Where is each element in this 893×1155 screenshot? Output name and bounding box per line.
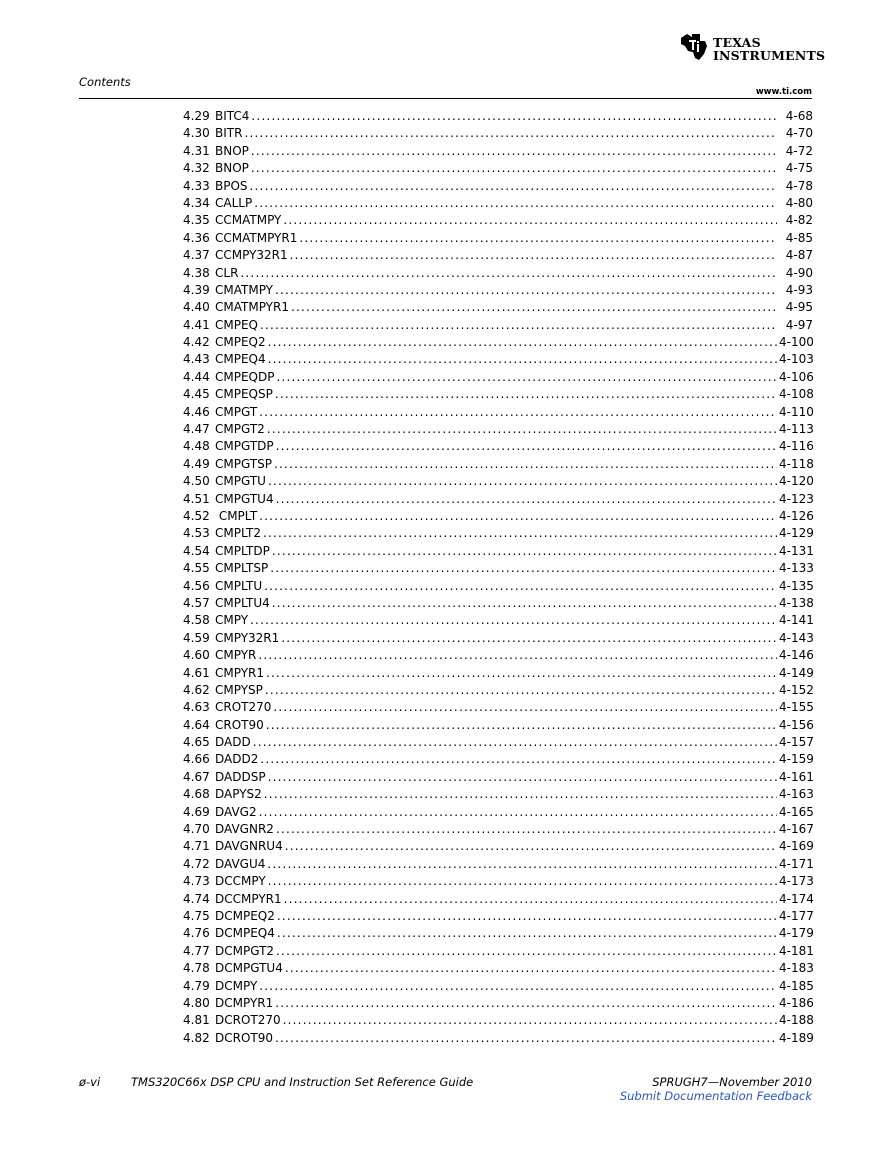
- toc-entry[interactable]: [183, 874, 813, 891]
- website-url[interactable]: www.ti.com: [755, 87, 812, 97]
- toc-entry-page: 4-161: [779, 769, 814, 784]
- toc-entry-page: 4-152: [779, 682, 814, 697]
- toc-entry-title: CMPEQ2: [215, 335, 266, 350]
- toc-entry-title: DADD: [215, 735, 251, 750]
- toc-leader-dots: [272, 544, 777, 558]
- toc-entry-title: DCCMPY: [215, 874, 266, 889]
- toc-entry[interactable]: [183, 787, 813, 804]
- toc-entry-number: 4.39: [183, 282, 210, 297]
- toc-entry-number: 4.57: [183, 595, 210, 610]
- toc-entry-number: 4.61: [183, 665, 210, 680]
- toc-leader-dots: [275, 283, 777, 297]
- toc-entry-title: DCMPEQ4: [215, 926, 275, 941]
- toc-entry-page: 4-93: [785, 282, 813, 297]
- toc-entry-title: CMPLT: [215, 508, 258, 523]
- toc-entry[interactable]: [183, 283, 813, 300]
- toc-entry-page: 4-95: [785, 300, 813, 315]
- toc-entry-title: CMPY: [215, 613, 249, 628]
- toc-entry-number: 4.49: [183, 456, 210, 471]
- toc-entry[interactable]: [183, 509, 813, 526]
- toc-entry[interactable]: [183, 683, 813, 700]
- toc-entry-title: BNOP: [215, 161, 249, 176]
- toc-entry-page: 4-143: [779, 630, 814, 645]
- toc-leader-dots: [290, 248, 777, 262]
- toc-entry[interactable]: [183, 213, 813, 230]
- ti-logo: [678, 32, 826, 68]
- toc-leader-dots: [251, 109, 777, 123]
- logo-line-2: INSTRUMENTS: [713, 48, 826, 63]
- toc-entry-title: CMPEQ4: [215, 352, 266, 367]
- toc-entry-page: 4-90: [785, 265, 813, 280]
- toc-leader-dots: [259, 805, 777, 819]
- toc-entry[interactable]: [183, 700, 813, 717]
- toc-entry-number: 4.62: [183, 682, 210, 697]
- toc-entry-title: DCMPGT2: [215, 943, 275, 958]
- toc-entry-title: CMPYR1: [215, 665, 265, 680]
- toc-entry-title: DCMPY: [215, 978, 258, 993]
- toc-leader-dots: [276, 492, 777, 506]
- toc-entry-page: 4-97: [785, 317, 813, 332]
- toc-entry-number: 4.34: [183, 195, 210, 210]
- toc-entry-title: DAVGNRU4: [215, 839, 283, 854]
- toc-entry-number: 4.53: [183, 526, 210, 541]
- toc-entry-number: 4.31: [183, 143, 210, 158]
- toc-entry-title: CMPLT2: [215, 526, 261, 541]
- toc-leader-dots: [259, 509, 777, 523]
- toc-leader-dots: [275, 387, 777, 401]
- toc-entry-number: 4.72: [183, 856, 210, 871]
- toc-entry-page: 4-165: [779, 804, 814, 819]
- toc-entry[interactable]: [183, 613, 813, 630]
- toc-entry-number: 4.37: [183, 248, 210, 263]
- toc-entry[interactable]: [183, 352, 813, 369]
- toc-entry[interactable]: [183, 892, 813, 909]
- toc-entry-number: 4.30: [183, 126, 210, 141]
- toc-entry[interactable]: [183, 822, 813, 839]
- footer-page-number: ø-vi: [79, 1075, 101, 1089]
- toc-entry[interactable]: [183, 179, 813, 196]
- toc-entry-title: CMPGTSP: [215, 456, 273, 471]
- toc-leader-dots: [268, 335, 777, 349]
- toc-leader-dots: [251, 161, 777, 175]
- toc-entry-title: DCMPYR1: [215, 995, 274, 1010]
- toc-entry-page: 4-80: [785, 195, 813, 210]
- toc-entry[interactable]: [183, 370, 813, 387]
- toc-entry-number: 4.75: [183, 908, 210, 923]
- toc-entry-number: 4.52: [183, 508, 210, 523]
- toc-entry-page: 4-106: [779, 369, 814, 384]
- toc-entry-number: 4.29: [183, 109, 210, 123]
- toc-entry-title: CMPEQDP: [215, 369, 275, 384]
- toc-entry-number: 4.69: [183, 804, 210, 819]
- toc-entry-page: 4-72: [785, 143, 813, 158]
- toc-entry[interactable]: [183, 405, 813, 422]
- toc-entry-number: 4.44: [183, 369, 210, 384]
- toc-entry-title: DCCMPYR1: [215, 891, 282, 906]
- toc-entry[interactable]: [183, 1013, 813, 1030]
- table-of-contents: [183, 109, 813, 1048]
- toc-entry-title: BITC4: [215, 109, 250, 123]
- toc-entry-number: 4.63: [183, 700, 210, 715]
- toc-leader-dots: [266, 666, 777, 680]
- toc-entry-page: 4-177: [779, 908, 814, 923]
- ti-emblem-icon: [678, 32, 710, 62]
- toc-entry-title: CMPGTU4: [215, 491, 274, 506]
- toc-leader-dots: [285, 961, 777, 975]
- toc-entry-page: 4-113: [779, 422, 814, 437]
- toc-entry[interactable]: [183, 979, 813, 996]
- toc-entry[interactable]: [183, 1031, 813, 1048]
- toc-entry-title: DAVG2: [215, 804, 257, 819]
- toc-entry-page: 4-171: [779, 856, 814, 871]
- toc-leader-dots: [268, 474, 777, 488]
- toc-entry-page: 4-75: [785, 161, 813, 176]
- toc-entry-title: CMPEQ: [215, 317, 258, 332]
- toc-entry-page: 4-188: [779, 1013, 814, 1028]
- toc-entry-title: CMPYSP: [215, 682, 263, 697]
- toc-entry[interactable]: [183, 666, 813, 683]
- toc-entry-number: 4.58: [183, 613, 210, 628]
- toc-entry-page: 4-174: [779, 891, 814, 906]
- toc-entry[interactable]: [183, 196, 813, 213]
- toc-entry-number: 4.60: [183, 648, 210, 663]
- toc-entry-page: 4-116: [779, 439, 814, 454]
- toc-entry[interactable]: [183, 909, 813, 926]
- toc-entry-number: 4.59: [183, 630, 210, 645]
- toc-leader-dots: [299, 231, 777, 245]
- toc-entry-number: 4.80: [183, 995, 210, 1010]
- toc-leader-dots: [283, 213, 777, 227]
- toc-leader-dots: [277, 909, 777, 923]
- toc-entry[interactable]: [183, 596, 813, 613]
- toc-entry-title: DADDSP: [215, 769, 266, 784]
- toc-entry-page: 4-108: [779, 387, 814, 402]
- toc-entry[interactable]: [183, 439, 813, 456]
- toc-entry-title: BITR: [215, 126, 243, 141]
- toc-leader-dots: [276, 370, 777, 384]
- toc-entry[interactable]: [183, 770, 813, 787]
- toc-entry-title: DCMPEQ2: [215, 908, 275, 923]
- toc-entry-title: CALLP: [215, 195, 253, 210]
- toc-entry-page: 4-159: [779, 752, 814, 767]
- toc-entry-page: 4-126: [779, 508, 814, 523]
- toc-leader-dots: [273, 700, 777, 714]
- toc-entry-page: 4-141: [779, 613, 814, 628]
- toc-entry-title: CMATMPY: [215, 282, 273, 297]
- toc-entry-page: 4-156: [779, 717, 814, 732]
- toc-entry-number: 4.56: [183, 578, 210, 593]
- toc-entry-number: 4.78: [183, 961, 210, 976]
- footer-doc-title: TMS320C66x DSP CPU and Instruction Set Reference Guide: [131, 1075, 474, 1089]
- toc-entry-number: 4.64: [183, 717, 210, 732]
- toc-leader-dots: [284, 892, 777, 906]
- toc-entry[interactable]: [183, 718, 813, 735]
- toc-entry[interactable]: [183, 735, 813, 752]
- toc-entry-title: DAVGU4: [215, 856, 266, 871]
- toc-entry-number: 4.47: [183, 422, 210, 437]
- toc-entry-page: 4-129: [779, 526, 814, 541]
- header-rule: [79, 98, 812, 99]
- toc-leader-dots: [244, 126, 777, 140]
- toc-leader-dots: [266, 718, 777, 732]
- toc-entry-page: 4-189: [779, 1030, 814, 1045]
- toc-entry[interactable]: [183, 561, 813, 578]
- toc-leader-dots: [291, 300, 777, 314]
- toc-entry-title: CCMATMPYR1: [215, 230, 298, 245]
- toc-entry[interactable]: [183, 996, 813, 1013]
- toc-entry[interactable]: [183, 579, 813, 596]
- toc-leader-dots: [274, 457, 777, 471]
- toc-leader-dots: [267, 857, 777, 871]
- toc-entry-page: 4-133: [779, 561, 814, 576]
- toc-entry-title: CMPGTDP: [215, 439, 274, 454]
- toc-entry-title: CMPGTU: [215, 474, 266, 489]
- toc-entry-page: 4-118: [779, 456, 814, 471]
- toc-entry-number: 4.76: [183, 926, 210, 941]
- toc-leader-dots: [272, 596, 777, 610]
- logo-line-1: TEXAS: [713, 35, 761, 50]
- toc-entry-page: 4-87: [785, 248, 813, 263]
- toc-leader-dots: [277, 926, 777, 940]
- toc-entry-title: DAPYS2: [215, 787, 262, 802]
- toc-entry-number: 4.70: [183, 822, 210, 837]
- toc-entry-title: BNOP: [215, 143, 249, 158]
- toc-entry[interactable]: [183, 544, 813, 561]
- toc-entry-number: 4.71: [183, 839, 210, 854]
- toc-entry[interactable]: [183, 231, 813, 248]
- toc-entry-page: 4-167: [779, 822, 814, 837]
- toc-entry-page: 4-157: [779, 735, 814, 750]
- toc-entry-number: 4.73: [183, 874, 210, 889]
- toc-leader-dots: [283, 1013, 777, 1027]
- toc-leader-dots: [268, 874, 777, 888]
- toc-entry-title: CCMPY32R1: [215, 248, 288, 263]
- toc-entry-title: CMPLTSP: [215, 561, 269, 576]
- toc-entry-number: 4.79: [183, 978, 210, 993]
- toc-entry[interactable]: [183, 944, 813, 961]
- toc-entry-number: 4.46: [183, 404, 210, 419]
- toc-leader-dots: [264, 787, 777, 801]
- toc-entry-page: 4-120: [779, 474, 814, 489]
- toc-leader-dots: [264, 579, 777, 593]
- toc-entry-page: 4-181: [779, 943, 814, 958]
- toc-entry-title: DCMPGTU4: [215, 961, 283, 976]
- toc-entry-page: 4-183: [779, 961, 814, 976]
- toc-leader-dots: [270, 561, 777, 575]
- toc-leader-dots: [259, 979, 777, 993]
- toc-entry-number: 4.55: [183, 561, 210, 576]
- toc-entry-number: 4.50: [183, 474, 210, 489]
- toc-entry-title: CMPYR: [215, 648, 257, 663]
- toc-entry-page: 4-135: [779, 578, 814, 593]
- toc-entry-title: DAVGNR2: [215, 822, 274, 837]
- toc-entry-page: 4-149: [779, 665, 814, 680]
- toc-entry-page: 4-185: [779, 978, 814, 993]
- toc-entry[interactable]: [183, 752, 813, 769]
- toc-entry-page: 4-82: [785, 213, 813, 228]
- toc-leader-dots: [265, 683, 777, 697]
- toc-entry-page: 4-169: [779, 839, 814, 854]
- toc-entry-page: 4-103: [779, 352, 814, 367]
- toc-entry-title: CMATMPYR1: [215, 300, 289, 315]
- toc-entry-number: 4.54: [183, 543, 210, 558]
- toc-leader-dots: [258, 648, 777, 662]
- toc-leader-dots: [267, 422, 777, 436]
- toc-entry-number: 4.32: [183, 161, 210, 176]
- toc-entry-page: 4-186: [779, 995, 814, 1010]
- toc-entry-page: 4-179: [779, 926, 814, 941]
- toc-entry[interactable]: [183, 335, 813, 352]
- toc-leader-dots: [263, 526, 777, 540]
- toc-entry[interactable]: [183, 387, 813, 404]
- toc-entry-number: 4.51: [183, 491, 210, 506]
- toc-leader-dots: [253, 735, 777, 749]
- section-label: Contents: [79, 75, 131, 89]
- toc-leader-dots: [240, 266, 777, 280]
- toc-entry-page: 4-138: [779, 595, 814, 610]
- toc-entry[interactable]: [183, 109, 813, 126]
- toc-entry-page: 4-173: [779, 874, 814, 889]
- footer-doc-id: SPRUGH7—November 2010: [652, 1075, 812, 1089]
- toc-leader-dots: [285, 839, 777, 853]
- toc-entry-number: 4.66: [183, 752, 210, 767]
- toc-entry-title: CROT90: [215, 717, 264, 732]
- toc-entry[interactable]: [183, 526, 813, 543]
- toc-entry-title: CLR: [215, 265, 239, 280]
- toc-entry-page: 4-110: [779, 404, 814, 419]
- toc-entry[interactable]: [183, 492, 813, 509]
- toc-entry[interactable]: [183, 144, 813, 161]
- toc-entry-number: 4.77: [183, 943, 210, 958]
- toc-entry[interactable]: [183, 631, 813, 648]
- toc-entry[interactable]: [183, 266, 813, 283]
- toc-entry-number: 4.81: [183, 1013, 210, 1028]
- toc-leader-dots: [254, 196, 777, 210]
- toc-entry-page: 4-85: [785, 230, 813, 245]
- toc-entry-page: 4-155: [779, 700, 814, 715]
- toc-leader-dots: [275, 1031, 777, 1045]
- toc-entry-number: 4.36: [183, 230, 210, 245]
- toc-entry[interactable]: [183, 474, 813, 491]
- toc-entry-number: 4.68: [183, 787, 210, 802]
- toc-entry-number: 4.43: [183, 352, 210, 367]
- toc-entry-page: 4-131: [779, 543, 814, 558]
- toc-entry[interactable]: [183, 318, 813, 335]
- toc-entry[interactable]: [183, 422, 813, 439]
- toc-entry-number: 4.41: [183, 317, 210, 332]
- toc-entry-page: 4-123: [779, 491, 814, 506]
- toc-entry-number: 4.74: [183, 891, 210, 906]
- submit-feedback-link[interactable]: Submit Documentation Feedback: [619, 1089, 812, 1103]
- toc-entry-title: DCROT90: [215, 1030, 274, 1045]
- toc-entry-page: 4-68: [785, 109, 813, 123]
- toc-entry-title: DCROT270: [215, 1013, 281, 1028]
- toc-entry-title: BPOS: [215, 178, 248, 193]
- toc-entry[interactable]: [183, 857, 813, 874]
- toc-entry[interactable]: [183, 248, 813, 265]
- toc-entry-title: DADD2: [215, 752, 259, 767]
- toc-entry-page: 4-163: [779, 787, 814, 802]
- toc-entry-title: CROT270: [215, 700, 272, 715]
- toc-leader-dots: [260, 318, 777, 332]
- toc-leader-dots: [250, 179, 777, 193]
- ti-logo-text: [713, 36, 825, 62]
- toc-entry[interactable]: [183, 457, 813, 474]
- toc-entry-title: CMPLTDP: [215, 543, 270, 558]
- toc-entry-title: CMPGT: [215, 404, 258, 419]
- toc-entry-page: 4-146: [779, 648, 814, 663]
- toc-entry[interactable]: [183, 805, 813, 822]
- toc-entry-title: CMPEQSP: [215, 387, 273, 402]
- toc-entry-page: 4-78: [785, 178, 813, 193]
- toc-entry-title: CMPLTU: [215, 578, 263, 593]
- toc-entry[interactable]: [183, 839, 813, 856]
- toc-entry-title: CMPY32R1: [215, 630, 280, 645]
- toc-entry-number: 4.35: [183, 213, 210, 228]
- toc-entry-number: 4.42: [183, 335, 210, 350]
- toc-leader-dots: [281, 631, 777, 645]
- toc-leader-dots: [250, 613, 777, 627]
- toc-leader-dots: [259, 405, 777, 419]
- toc-entry-number: 4.33: [183, 178, 210, 193]
- toc-entry-title: CCMATMPY: [215, 213, 282, 228]
- toc-entry[interactable]: [183, 161, 813, 178]
- toc-entry-title: CMPGT2: [215, 422, 265, 437]
- toc-entry-page: 4-70: [785, 126, 813, 141]
- toc-leader-dots: [275, 996, 777, 1010]
- toc-entry[interactable]: [183, 926, 813, 943]
- toc-leader-dots: [251, 144, 777, 158]
- toc-entry-title: CMPLTU4: [215, 595, 270, 610]
- toc-entry[interactable]: [183, 126, 813, 143]
- toc-entry-page: 4-100: [779, 335, 814, 350]
- toc-entry-number: 4.45: [183, 387, 210, 402]
- toc-entry-number: 4.67: [183, 769, 210, 784]
- toc-entry-number: 4.38: [183, 265, 210, 280]
- toc-leader-dots: [268, 770, 777, 784]
- toc-entry-number: 4.40: [183, 300, 210, 315]
- toc-leader-dots: [268, 352, 777, 366]
- toc-leader-dots: [276, 822, 777, 836]
- toc-leader-dots: [276, 439, 777, 453]
- toc-entry[interactable]: [183, 300, 813, 317]
- toc-entry[interactable]: [183, 961, 813, 978]
- toc-entry-number: 4.48: [183, 439, 210, 454]
- toc-entry-number: 4.82: [183, 1030, 210, 1045]
- toc-entry-number: 4.65: [183, 735, 210, 750]
- toc-leader-dots: [276, 944, 777, 958]
- toc-leader-dots: [260, 752, 777, 766]
- toc-entry[interactable]: [183, 648, 813, 665]
